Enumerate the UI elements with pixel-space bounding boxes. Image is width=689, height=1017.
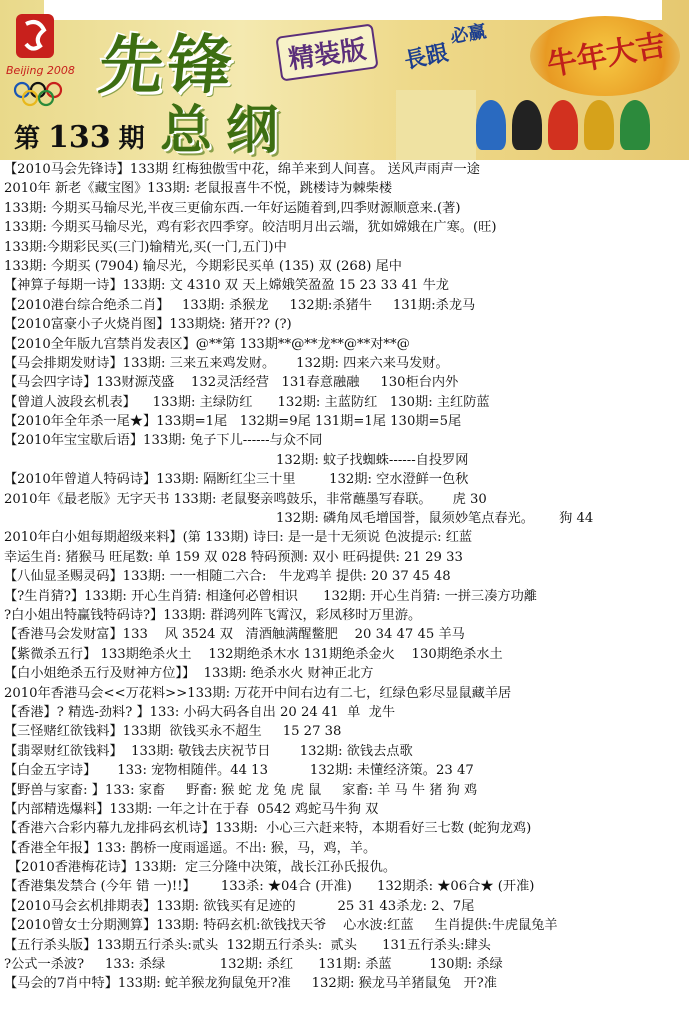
banner-slogan-2: 長跟 [402,40,451,75]
text-line: 133期: 今期买马输尽光，鸡有彩衣四季穿。皎洁明月出云端，犹如嫦娥在广寒。(旺) [4,220,497,236]
text-line: 【2010全年版九宫禁肖发表区】@**第 133期**@**龙**@**对**@ [4,336,410,352]
text-line: 【紫微杀五行】 133期绝杀火土 132期绝杀木水 131期绝杀金火 130期绝杀水土 [4,646,503,662]
text-line: 【香港马会发财富】133 风 3524 双 清酒触满醒鳖肥 20 34 47 45 羊马 [4,627,465,643]
text-line: 132期: 磷角凤毛增国誉，鼠须妙笔点春光。 狗 44 [276,511,594,527]
issue-suffix: 期 [118,124,145,154]
text-line: 【2010年宝宝歇后语】133期: 兔子下儿------与众不同 [4,433,323,449]
text-line: 2010年香港马会<<万花料>>133期: 万花开中间右边有二七，红绿色彩尽显鼠藏羊居 [4,685,512,701]
text-line: 【内部精选爆料】133期: 一年之计在于春 0542 鸡蛇马牛狗 双 [4,801,379,817]
banner-slogan-3: 牛年大吉 [544,27,669,84]
text-line: 2010年 新老《藏宝图》133期: 老鼠报喜牛不悦，跳楼诗为棘柴楼 [4,181,393,197]
text-line: 【五行杀头版】133期五行杀头:贰头 132期五行杀头: 贰头 131五行杀头:肆头 [4,937,491,953]
text-line: 【2010年曾道人特码诗】133期: 隔断红尘三十里 132期: 空水澄鲜一色秋 [4,472,469,488]
mascot-group [476,100,650,150]
header-banner [0,0,689,160]
mascot-beibei-icon [476,100,506,150]
olympic-logo-icon [4,8,90,118]
banner-title-sub: 总纲 [160,101,293,160]
text-line: 【?生肖猜?】133期: 开心生肖猜: 相逢何必曾相识 132期: 开心生肖猜: 一拼三凑方功離 [4,588,537,604]
text-line: 2010年白小姐每期超级来料】(第 133期) 诗曰: 是一是十无须说 色波提示: 红蓝 [4,530,473,546]
text-line: 133期: 今期买马输尽光,半夜三更偷东西.一年好运随着到,四季财源顺意来.(著) [4,200,461,216]
text-line: 【2010曾女士分期测算】133期: 特码玄机:欲钱找天爷 心水波:红蓝 生肖提供:牛虎鼠兔羊 [4,918,558,934]
text-line: ?公式一杀波? 133: 杀绿 132期: 杀红 131期: 杀蓝 130期: 杀绿 [4,957,503,973]
text-line: 【曾道人波段玄机表】 133期: 主绿防红 132期: 主蓝防红 130期: 主红防蓝 [4,394,490,410]
issue-prefix: 第 [14,124,41,154]
text-line: 【2010香港梅花诗】133期: 定三分隆中决策，战长江孙氏报仇。 [8,860,397,876]
text-line: 【马会四字诗】133财源茂盛 132灵活经营 131春意融融 130柜台内外 [4,375,459,391]
text-line: 133期: 今期买 (7904) 输尽光，今期彩民买单 (135) 双 (268) 尾中 [4,258,402,274]
text-line: 2010年《最老版》无字天书 133期: 老鼠娶亲鸣鼓乐，非常蘸墨写春联。 虎 30 [4,491,487,507]
text-line: 132期: 蚊子找蜘蛛------自投罗网 [276,452,469,468]
text-line: 【八仙显圣赐灵码】133期: 一一相随二六合: 牛龙鸡羊 提供: 20 37 45 48 [4,569,451,585]
mascot-huanhuan-icon [548,100,578,150]
text-line: 【马会的7肖中特】133期: 蛇羊猴龙狗鼠兔开?准 132期: 猴龙马羊猪鼠兔 开?准 [4,976,497,992]
text-line: 【马会排期发财诗】133期: 三来五来鸡发财。 132期: 四来六来马发财。 [4,355,449,371]
text-line: 133期:今期彩民买(三门)输精光,买(一门,五门)中 [4,239,287,255]
mascot-jingjing-icon [512,100,542,150]
text-line: 【野兽与家畜: 】133: 家畜 野畜: 猴 蛇 龙 兔 虎 鼠 家畜: 羊 马 牛 猪 狗 鸡 [4,782,478,798]
text-lines [0,160,689,994]
issue-label [14,118,145,155]
banner-title-main: 先锋 [95,29,240,103]
text-line: 【三怪赌红欲钱料】133期 欲钱买永不超生 15 27 38 [4,724,342,740]
text-line: 【翡翠财红欲钱料】 133期: 敬钱去庆祝节日 132期: 欲钱去点歌 [4,743,413,759]
text-line: 幸运生肖: 猪猴马 旺尾数: 单 159 双 028 特码预测: 双小 旺码提供: 21 29 33 [4,549,463,565]
text-line: 【神算子每期一诗】133期: 文 4310 双 天上嫦娥笑盈盈 15 23 33 41 牛龙 [4,278,449,294]
text-line: 【2010年全年杀一尾★】133期=1尾 132期=9尾 131期=1尾 130期=5尾 [4,414,462,430]
mascot-nini-icon [620,100,650,150]
edition-badge: 精装版 [275,23,378,81]
text-line: ?白小姐出特赢钱特码诗?】133期: 群鸿列阵飞霄汉，彩凤移时万里游。 [4,607,422,623]
text-line: 【香港】? 精选-劲料? 】133: 小码大码各自出 20 24 41 单 龙牛 [4,704,396,720]
text-line: 【白小姐绝杀五行及财神方位】】 133期: 绝杀水火 财神正北方 [4,666,374,682]
blank-box [396,90,476,160]
text-line: 【2010富豪小子火烧肖图】133期烧: 猪开?? (?) [4,317,292,333]
text-line: 【香港全年报】133: 鹊桥一度雨遥遥。不出: 猴，马，鸡，羊。 [4,840,377,856]
mascot-yingying-icon [584,100,614,150]
text-line: 【香港集发禁合 (今年 错 一)!!】 133杀: ★04合 (开准) 132期杀: ★06合★ (开准) [4,879,535,895]
issue-number: 133 [48,120,111,155]
text-line: 【2010马会玄机排期表】133期: 欲钱买有足迹的 25 31 43杀龙: 2、7尾 [4,898,475,914]
text-line: 【2010港台综合绝杀二肖】 133期: 杀猴龙 132期:杀猪牛 131期:杀龙马 [4,297,476,313]
text-line: 【香港六合彩内幕九龙排码玄机诗】133期: 小心三六赶来特，本期看好三七数 (蛇狗龙鸡) [4,821,532,837]
olympic-caption: Beijing 2008 [6,64,75,77]
banner-slogan-1: 必赢 [448,21,488,48]
text-line: 【白金五字诗】 133: 宠物相随伴。44 13 132期: 未懂经济策。23 47 [4,763,474,779]
text-line: 【2010马会先锋诗】133期 红梅独傲雪中花，绵羊来到人间喜。 送风声雨声一途 [4,162,480,177]
